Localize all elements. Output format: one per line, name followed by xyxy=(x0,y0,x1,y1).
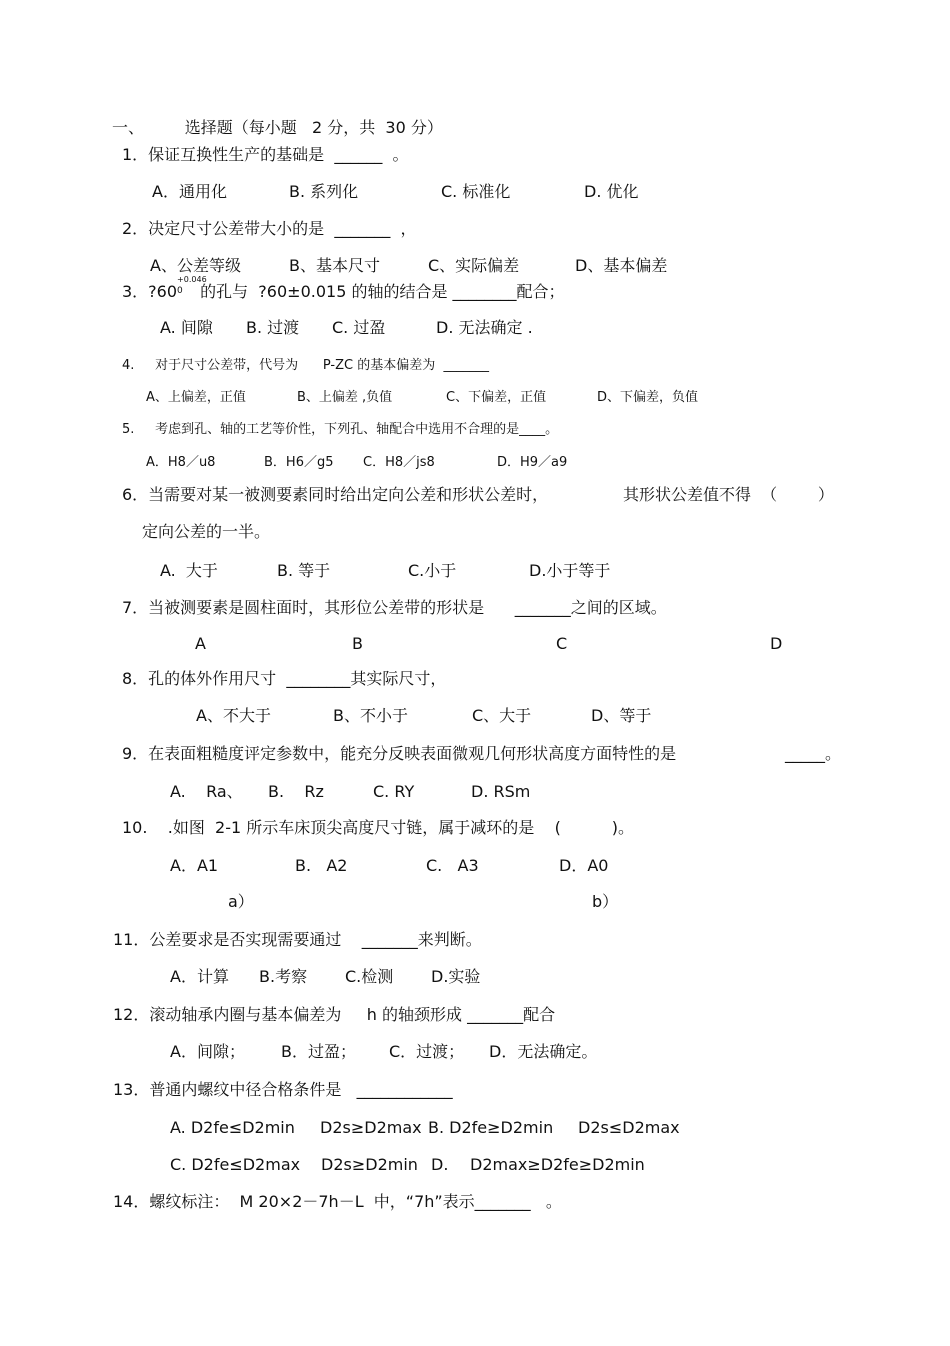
question-5-stem: 5. 考虑到孔、轴的工艺等价性，下列孔、轴配合中选用不合理的是____。 xyxy=(122,422,559,437)
question-4-stem: 4. 对于尺寸公差带，代号为 P-ZC 的基本偏差为 _______ xyxy=(122,358,489,373)
question-9-option-b: B. Rz xyxy=(268,782,324,801)
question-11-stem: 11．公差要求是否实现需要通过 _______来判断。 xyxy=(113,930,482,949)
question-3-stem xyxy=(122,275,565,302)
question-11-option-d: D.实验 xyxy=(431,967,481,986)
question-2-option-d: D、基本偏差 xyxy=(575,256,668,275)
question-8-stem: 8．孔的体外作用尺寸 ________其实际尺寸， xyxy=(122,669,447,688)
question-3-lower-deviation: 0 xyxy=(177,286,183,296)
question-10-option-c: C. A3 xyxy=(426,856,479,875)
question-1-option-a: A．通用化 xyxy=(152,182,227,201)
question-5-option-d: D．H9／a9 xyxy=(497,455,568,470)
question-12-stem: 12．滚动轴承内圈与基本偏差为 h 的轴颈形成 _______配合 xyxy=(113,1005,556,1024)
question-5-option-c: C．H8／js8 xyxy=(363,455,435,470)
question-9-blank: _____。 xyxy=(785,744,842,763)
question-13-option-c2: D2s≥D2min xyxy=(321,1155,418,1174)
question-7-option-b: B xyxy=(352,634,363,653)
figure-label-b: b） xyxy=(592,892,619,911)
question-3-option-b: B. 过渡 xyxy=(246,318,300,337)
question-14-stem: 14．螺纹标注： M 20×2－7h－L 中，“7h”表示_______ 。 xyxy=(113,1192,562,1211)
question-1-option-d: D. 优化 xyxy=(584,182,639,201)
question-3-upper-deviation: +0.046 xyxy=(177,275,207,284)
question-3-rest: 的孔与 ?60±0.015 的轴的结合是 ________配合； xyxy=(195,282,565,301)
question-2-option-c: C、实际偏差 xyxy=(428,256,520,275)
question-13-option-d2: D2max≥D2fe≥D2min xyxy=(470,1155,645,1174)
question-8-option-d: D、等于 xyxy=(591,706,652,725)
question-10-option-b: B. A2 xyxy=(295,856,348,875)
question-12-option-b: B．过盈； xyxy=(281,1042,356,1061)
question-13-option-b: B. D2fe≥D2min xyxy=(428,1118,554,1137)
question-9-stem: 9．在表面粗糙度评定参数中，能充分反映表面微观几何形状高度方面特性的是 xyxy=(122,744,677,763)
question-4-option-c: C、下偏差，正值 xyxy=(446,390,547,405)
question-11-option-a: A．计算 xyxy=(170,967,229,986)
question-4-option-a: A、上偏差，正值 xyxy=(146,390,246,405)
question-4-option-b: B、上偏差 ,负值 xyxy=(297,390,393,405)
question-11-option-c: C.检测 xyxy=(345,967,394,986)
question-7-option-a: A xyxy=(195,634,206,653)
question-13-option-b2: D2s≤D2max xyxy=(578,1118,680,1137)
question-1-stem: 1．保证互换性生产的基础是 ______ 。 xyxy=(122,145,409,164)
question-6-option-a: A. 大于 xyxy=(160,561,218,580)
question-12-option-d: D．无法确定。 xyxy=(489,1042,598,1061)
question-5-option-b: B．H6／g5 xyxy=(264,455,334,470)
section-title: 一、 选择题（每小题 2 分，共 30 分） xyxy=(112,118,443,137)
question-6-option-b: B. 等于 xyxy=(277,561,331,580)
question-11-option-b: B.考察 xyxy=(259,967,308,986)
question-7-option-c: C xyxy=(556,634,568,653)
question-9-option-d: D. RSm xyxy=(471,782,531,801)
question-10-stem: 10. .如图 2-1 所示车床顶尖高度尺寸链，属于减环的是 ( )。 xyxy=(122,818,634,837)
question-3-option-a: A. 间隙 xyxy=(160,318,213,337)
question-4-option-d: D、下偏差，负值 xyxy=(597,390,699,405)
question-7-option-d: D xyxy=(770,634,783,653)
question-1-option-c: C. 标准化 xyxy=(441,182,511,201)
question-3-prefix: 3．?60 xyxy=(122,282,178,301)
figure-label-a: a） xyxy=(228,892,254,911)
question-13-option-d: D. xyxy=(431,1155,449,1174)
question-2-option-b: B、基本尺寸 xyxy=(289,256,380,275)
question-3-option-c: C. 过盈 xyxy=(332,318,386,337)
question-8-option-a: A、不大于 xyxy=(196,706,271,725)
question-10-option-a: A．A1 xyxy=(170,856,219,875)
question-8-option-c: C、大于 xyxy=(472,706,532,725)
question-6-stem-b: 其形状公差值不得 （ ） xyxy=(623,485,834,504)
question-12-option-c: C．过渡； xyxy=(389,1042,465,1061)
question-6-stem-a: 6．当需要对某一被测要素同时给出定向公差和形状公差时， xyxy=(122,485,549,504)
question-3-option-d: D. 无法确定 . xyxy=(436,318,533,337)
question-13-option-a: A. D2fe≤D2min xyxy=(170,1118,295,1137)
question-5-option-a: A．H8／u8 xyxy=(146,455,216,470)
question-7-stem: 7．当被测要素是圆柱面时，其形位公差带的形状是 _______之间的区域。 xyxy=(122,598,667,617)
question-13-stem: 13．普通内螺纹中径合格条件是 ____________ xyxy=(113,1080,453,1099)
question-6-stem-c: 定向公差的一半。 xyxy=(142,522,271,541)
question-6-option-c: C.小于 xyxy=(408,561,457,580)
question-9-option-a: A. Ra、 xyxy=(170,782,243,801)
question-13-option-c: C. D2fe≤D2max xyxy=(170,1155,301,1174)
question-13-option-a2: D2s≥D2max xyxy=(320,1118,422,1137)
question-8-option-b: B、不小于 xyxy=(333,706,408,725)
question-2-option-a: A、公差等级 xyxy=(150,256,241,275)
question-6-option-d: D.小于等于 xyxy=(529,561,611,580)
question-1-option-b: B. 系列化 xyxy=(289,182,359,201)
question-2-stem: 2．决定尺寸公差带大小的是 _______ ， xyxy=(122,219,417,238)
question-10-option-d: D．A0 xyxy=(559,856,609,875)
question-9-option-c: C. RY xyxy=(373,782,415,801)
question-12-option-a: A．间隙； xyxy=(170,1042,245,1061)
